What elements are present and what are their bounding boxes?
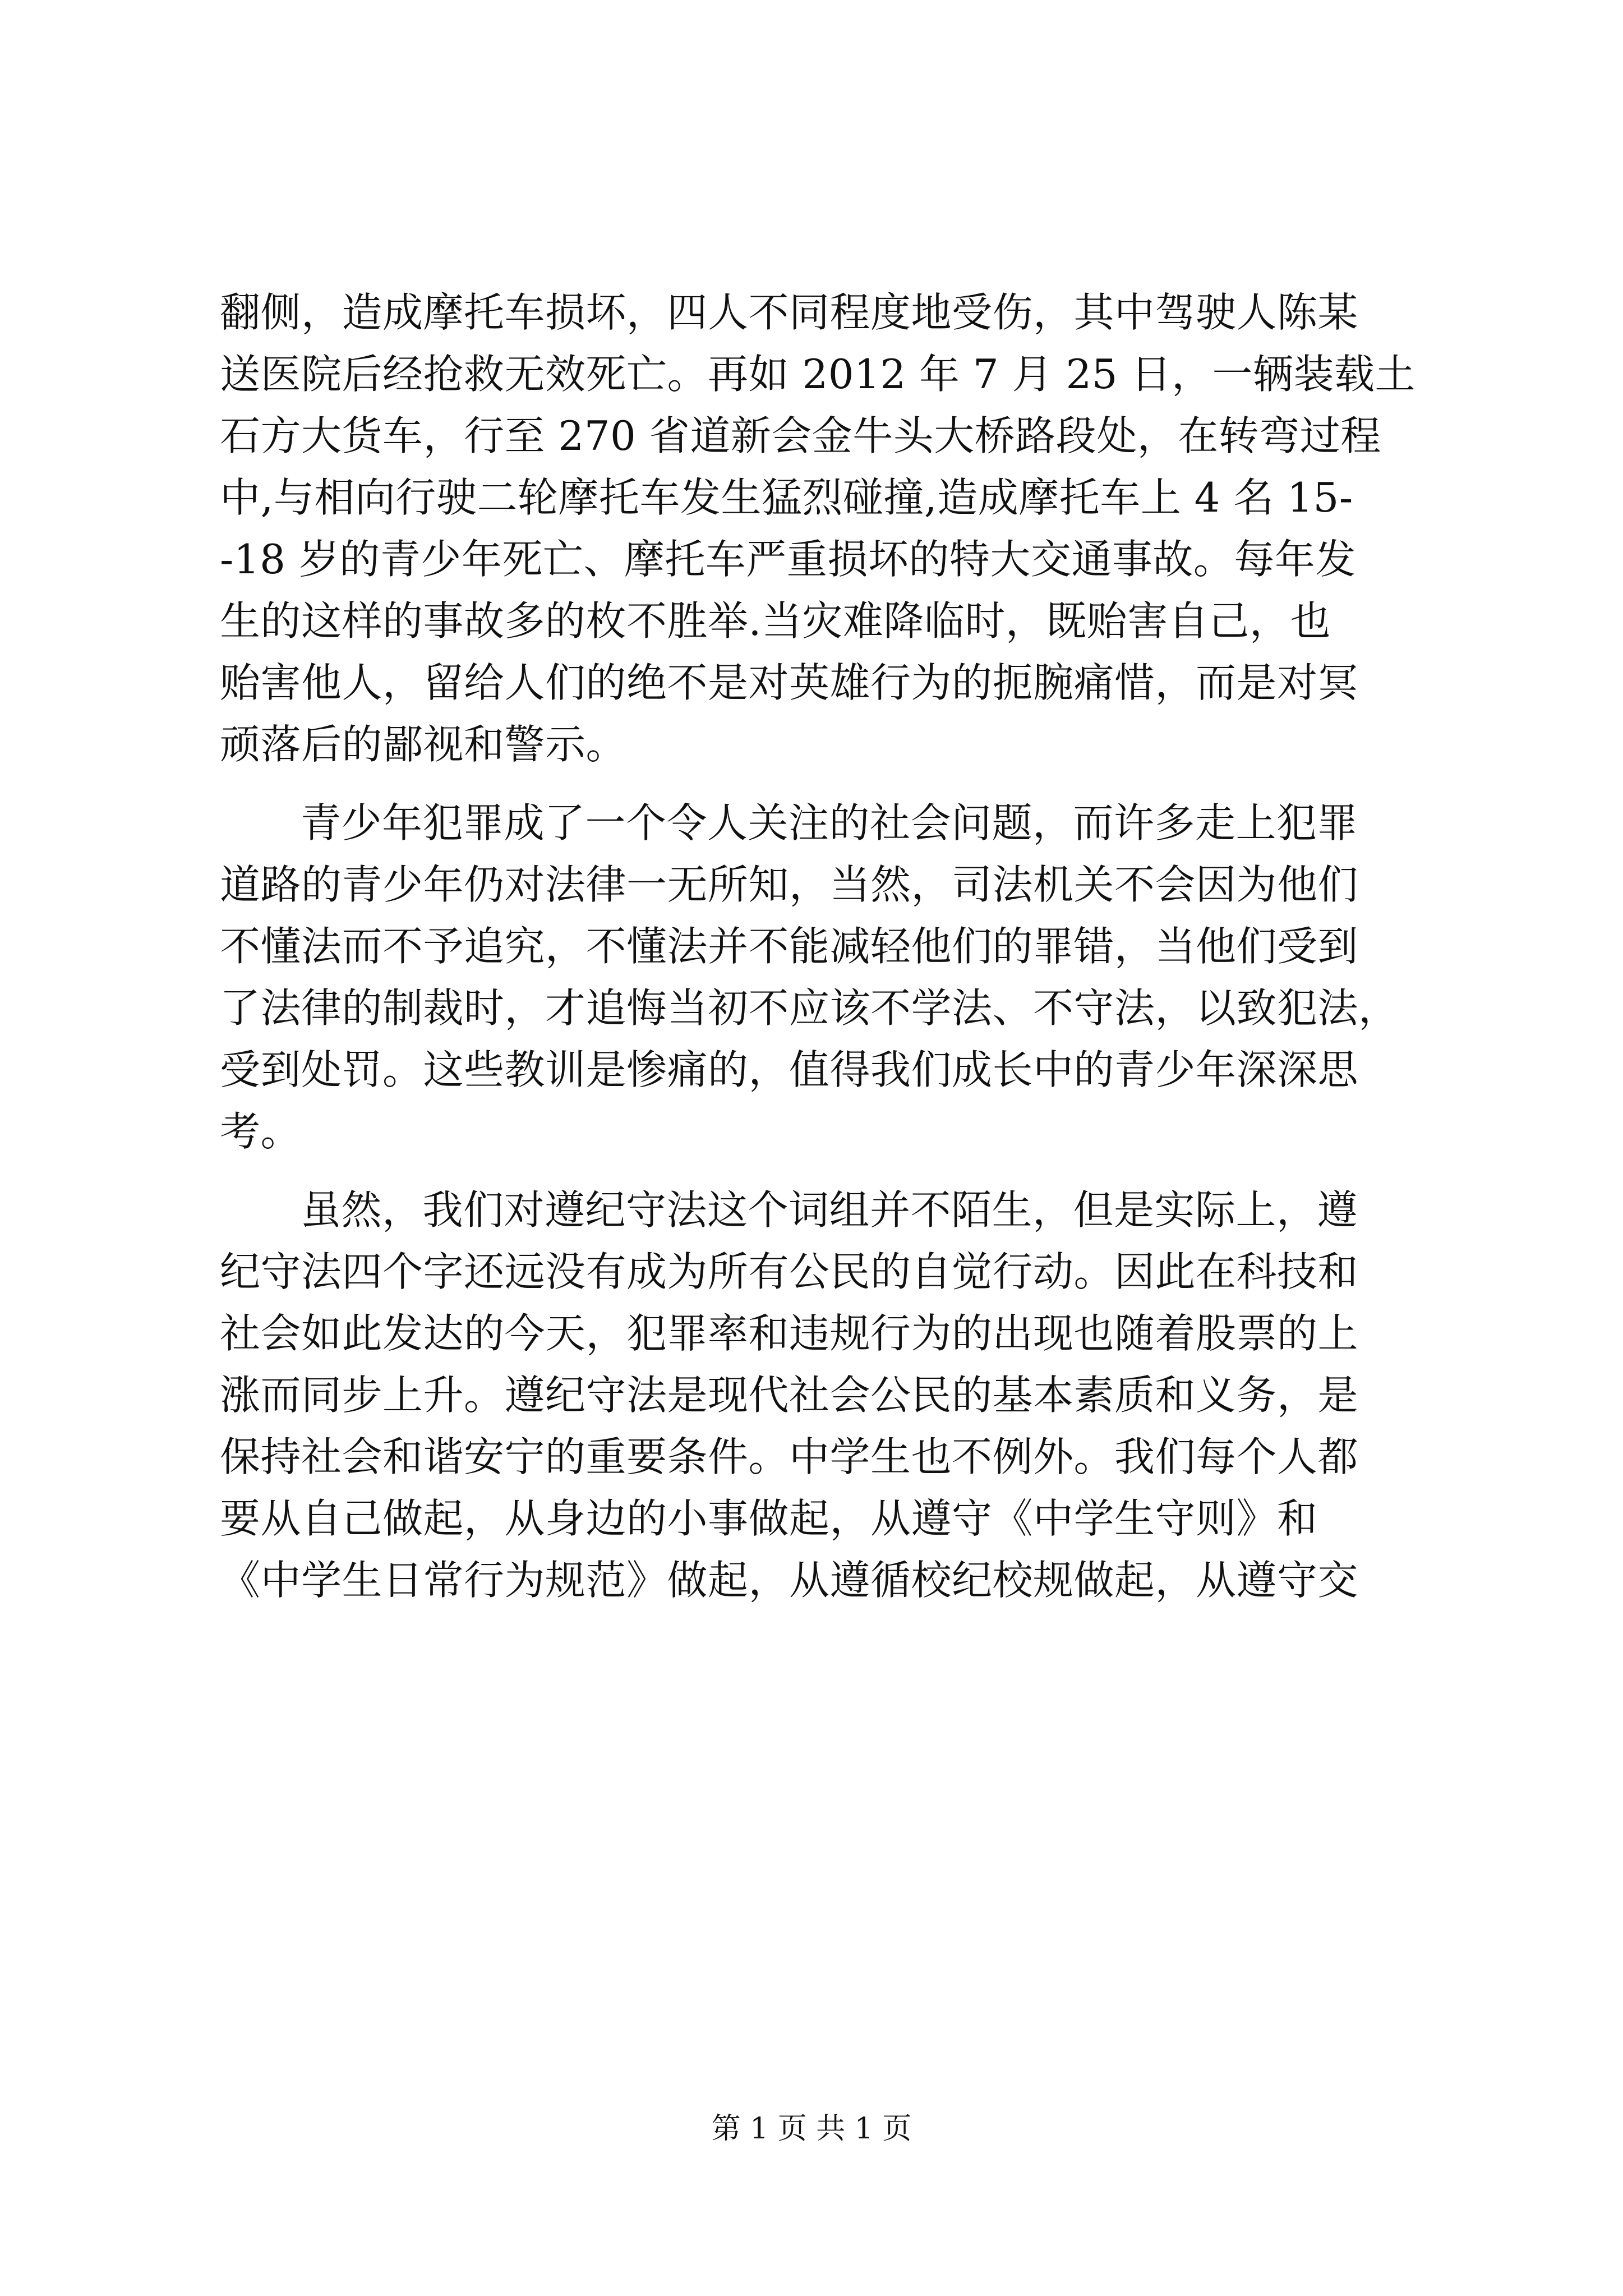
text-line: 考。 (220, 1108, 302, 1155)
text-line: -18 岁的青少年死亡、摩托车严重损坏的特大交通事故。每年发 (220, 536, 1356, 583)
paragraph-first-line: 青少年犯罪成了一个令人关注的社会问题，而许多走上犯罪 (301, 799, 1358, 846)
text-line: 保持社会和谐安宁的重要条件。中学生也不例外。我们每个人都 (220, 1433, 1359, 1480)
text-line: 纪守法四个字还远没有成为所有公民的自觉行动。因此在科技和 (220, 1248, 1359, 1295)
text-line: 翻侧，造成摩托车损坏，四人不同程度地受伤，其中驾驶人陈某 (220, 289, 1359, 336)
text-line: 了法律的制裁时，才追悔当初不应该不学法、不守法，以致犯法， (220, 984, 1399, 1032)
text-line: 要从自己做起，从身边的小事做起，从遵守《中学生守则》和 (220, 1495, 1318, 1542)
text-line: 生的这样的事故多的枚不胜举.当灾难降临时，既贻害自己，也 (220, 597, 1331, 645)
text-line: 道路的青少年仍对法律一无所知，当然，司法机关不会因为他们 (220, 861, 1359, 908)
text-line: 社会如此发达的今天，犯罪率和违规行为的出现也随着股票的上 (220, 1310, 1359, 1357)
text-line: 涨而同步上升。遵纪守法是现代社会公民的基本素质和义务，是 (220, 1372, 1359, 1419)
page-number-footer: 第 1 页 共 1 页 (711, 2112, 912, 2146)
text-line: 中,与相向行驶二轮摩托车发生猛烈碰撞,造成摩托车上 4 名 15- (220, 474, 1353, 521)
text-line: 不懂法而不予追究，不懂法并不能减轻他们的罪错，当他们受到 (220, 923, 1359, 970)
document-body (220, 282, 1415, 1611)
text-line: 送医院后经抢救无效死亡。再如 2012 年 7 月 25 日，一辆装载土 (220, 351, 1415, 398)
text-line: 《中学生日常行为规范》做起，从遵循校纪校规做起，从遵守交 (220, 1557, 1359, 1604)
text-line: 受到处罚。这些教训是惨痛的，值得我们成长中的青少年深深思 (220, 1046, 1359, 1093)
paragraph-first-line: 虽然，我们对遵纪守法这个词组并不陌生，但是实际上，遵 (301, 1186, 1358, 1234)
text-line: 贻害他人，留给人们的绝不是对英雄行为的扼腕痛惜，而是对冥 (220, 659, 1359, 706)
text-line: 石方大货车，行至 270 省道新会金牛头大桥路段处，在转弯过程 (220, 412, 1381, 459)
text-line: 顽落后的鄙视和警示。 (220, 721, 627, 768)
